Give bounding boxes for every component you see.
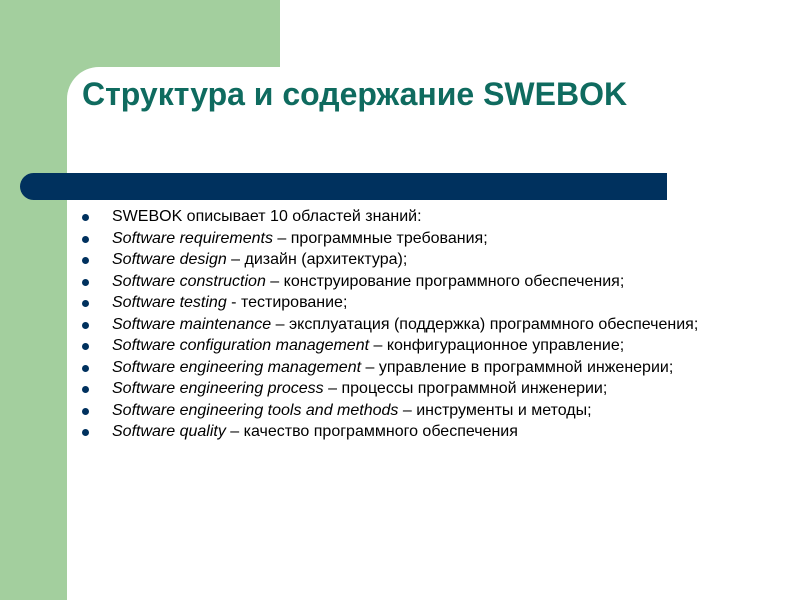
list-item — [78, 273, 758, 290]
item-term: Software construction — [112, 272, 266, 290]
bullet-icon — [82, 300, 89, 307]
item-term: Software maintenance — [112, 315, 272, 333]
bullet-icon — [82, 279, 89, 286]
bullet-icon — [82, 386, 89, 393]
knowledge-areas-list — [78, 208, 758, 445]
item-term: Software configuration management — [112, 337, 370, 354]
item-description: – качество программного обеспечения — [225, 423, 518, 440]
item-term: Software testing — [112, 294, 227, 311]
item-term: Software quality — [112, 423, 226, 440]
list-item — [78, 423, 758, 440]
list-item — [78, 359, 758, 376]
item-term: Software requirements — [112, 229, 273, 247]
list-item — [78, 294, 758, 311]
list-item — [78, 402, 758, 419]
item-description: – программные требования; — [272, 229, 488, 247]
list-item — [78, 230, 758, 247]
item-description: SWEBOK описывает 10 областей знаний: — [112, 208, 422, 225]
item-description: – конфигурационное управление; — [369, 337, 625, 354]
bullet-icon — [82, 257, 89, 264]
item-description: – управление в программной инженерии; — [361, 358, 674, 376]
item-term: Software engineering tools and methods — [112, 401, 399, 419]
item-term: Software engineering management — [112, 358, 362, 376]
bullet-icon — [82, 343, 89, 350]
item-term: Software engineering process — [112, 380, 324, 397]
item-description: – дизайн (архитектура); — [226, 251, 408, 268]
list-item — [78, 316, 758, 333]
item-description: – процессы программной инженерии; — [323, 380, 608, 397]
list-item — [78, 380, 758, 397]
list-item — [78, 208, 758, 225]
item-description: - тестирование; — [226, 294, 348, 311]
list-item — [78, 251, 758, 268]
decor-green-left — [0, 0, 67, 600]
item-description: – конструирование программного обеспечения; — [265, 272, 625, 290]
item-description: – инструменты и методы; — [398, 401, 592, 419]
title-divider-bar — [20, 173, 667, 200]
item-description: – эксплуатация (поддержка) программного обеспечения; — [271, 315, 699, 333]
bullet-icon — [82, 429, 89, 436]
bullet-icon — [82, 236, 89, 243]
list-item — [78, 337, 758, 354]
bullet-icon — [82, 365, 89, 372]
bullet-icon — [82, 214, 89, 221]
item-term: Software design — [112, 251, 227, 268]
bullet-icon — [82, 322, 89, 329]
slide-title: Структура и содержание SWEBOK — [82, 76, 628, 112]
bullet-icon — [82, 408, 89, 415]
